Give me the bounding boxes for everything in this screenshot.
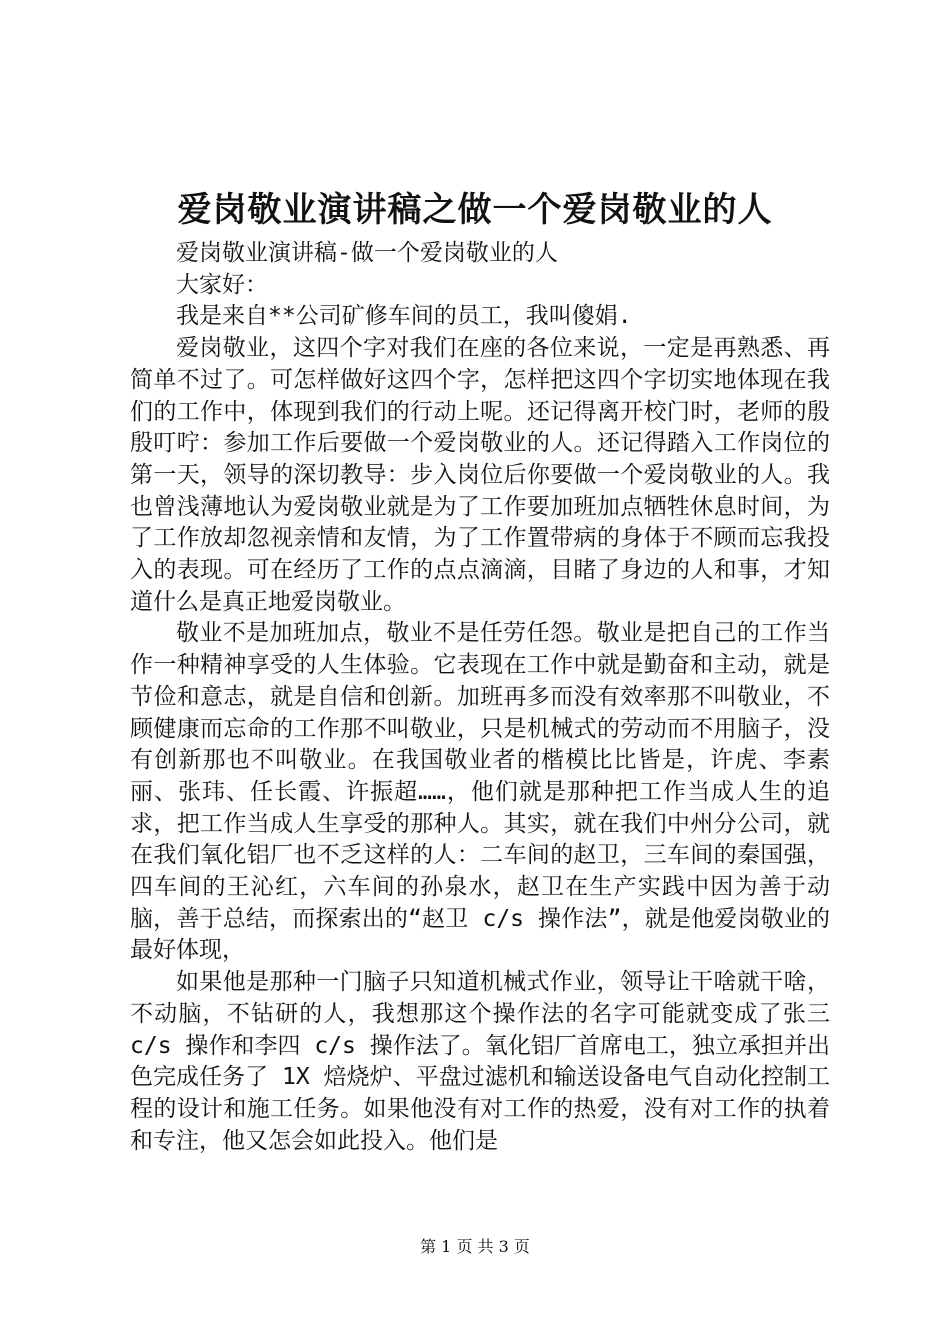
paragraph-subtitle: 爱岗敬业演讲稿-做一个爱岗敬业的人 (176, 240, 558, 266)
document-body (130, 238, 830, 1157)
page-footer: 第 1 页 共 3 页 (420, 1237, 530, 1256)
paragraph-body-2: 敬业不是加班加点，敬业不是任劳任怨。敬业是把自己的工作当作一种精神享受的人生体验。它表现在工作中就是勤奋和主动，就是节俭和意志，就是自信和创新。加班再多而没有效率那不叫敬业，不顾健康而忘命的工作那不叫敬业，只是机械式的劳动而不用脑子，没有创新那也不叫敬业。在我国敬业者的楷模比比皆是，许虎、李素丽、张玮、任长霞、许振超……，他们就是那种把工作当成人生的追求，把工作当成人生享受的那种人。其实，就在我们中州分公司，就在我们氧化铝厂也不乏这样的人：二车间的赵卫，三车间的秦国强，四车间的王沁红，六车间的孙泉水，赵卫在生产实践中因为善于动脑，善于总结，而探索出的“赵卫 c/s 操作法”，就是他爱岗敬业的最好体现， (130, 620, 830, 964)
paragraph-body-3: 如果他是那种一门脑子只知道机械式作业，领导让干啥就干啥，不动脑，不钻研的人，我想那这个操作法的名字可能就变成了张三 c/s 操作和李四 c/s 操作法了。氧化铝厂首席电工，独立承担并出色完成任务了 1X 焙烧炉、平盘过滤机和输送设备电气自动化控制工程的设计和施工任务。如果他没有对工作的热爱，没有对工作的执着和专注，他又怎会如此投入。他们是 (130, 969, 830, 1154)
paragraph-greeting: 大家好： (176, 271, 268, 298)
paragraph-body-1: 爱岗敬业，这四个字对我们在座的各位来说，一定是再熟悉、再简单不过了。可怎样做好这四个字，怎样把这四个字切实地体现在我们的工作中，体现到我们的行动上呢。还记得离开校门时，老师的殷殷叮咛：参加工作后要做一个爱岗敬业的人。还记得踏入工作岗位的第一天，领导的深切教导：步入岗位后你要做一个爱岗敬业的人。我也曾浅薄地认为爱岗敬业就是为了工作要加班加点牺牲休息时间，为了工作放却忽视亲情和友情，为了工作置带病的身体于不顾而忘我投入的表现。可在经历了工作的点点滴滴，目睹了身边的人和事，才知道什么是真正地爱岗敬业。 (130, 335, 830, 615)
document-title: 爱岗敬业演讲稿之做一个爱岗敬业的人 (177, 190, 773, 230)
paragraph-intro: 我是来自**公司矿修车间的员工，我叫傻娟. (176, 303, 632, 330)
